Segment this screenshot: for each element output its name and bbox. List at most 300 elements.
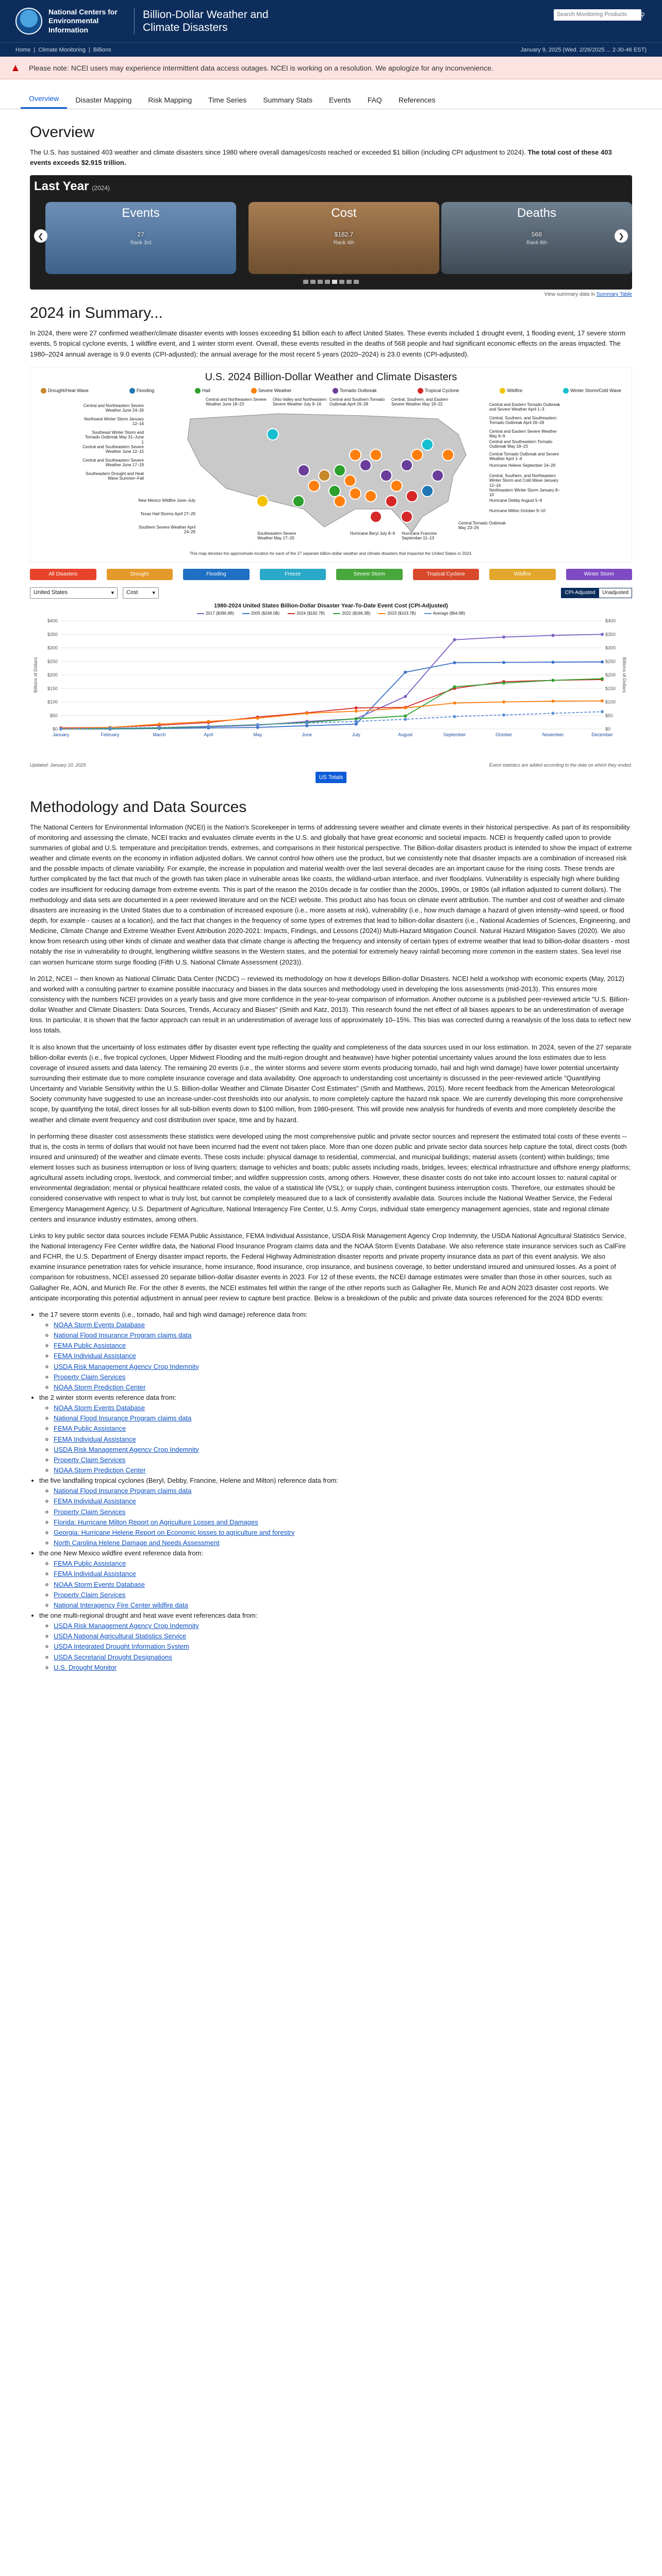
reference-group bbox=[39, 1548, 632, 1611]
page-date: January 9, 2025 (Wed. 2/26/2025 ... 2-30-46 EST) bbox=[520, 46, 647, 53]
reference-item bbox=[54, 1413, 632, 1423]
summary-link-text: View summary data in bbox=[544, 292, 595, 298]
data-point[interactable] bbox=[552, 711, 555, 715]
data-point[interactable] bbox=[552, 700, 555, 703]
events-label: Events bbox=[122, 206, 160, 221]
legend-series-2[interactable]: 2024 ($182.7B) bbox=[288, 611, 325, 616]
map-legend bbox=[41, 388, 621, 394]
tropical-cyclone-button[interactable]: Tropical Cyclone bbox=[413, 569, 479, 580]
tab-disaster-mapping[interactable]: Disaster Mapping bbox=[75, 95, 132, 104]
y-tick-label: $350 bbox=[605, 631, 616, 637]
methodology-section bbox=[30, 799, 632, 1673]
map-marker[interactable] bbox=[370, 449, 382, 461]
data-point[interactable] bbox=[59, 727, 62, 730]
callout-top-3: Central, Southern, and Eastern Severe Weather May 18–22 bbox=[391, 397, 449, 407]
chevron-down-icon: ▾ bbox=[152, 589, 155, 596]
data-point[interactable] bbox=[453, 715, 456, 718]
data-point[interactable] bbox=[404, 718, 407, 721]
legend-series-0[interactable]: 2017 ($396.9B) bbox=[197, 611, 234, 616]
data-point[interactable] bbox=[601, 660, 604, 664]
data-point[interactable] bbox=[453, 661, 456, 664]
map-marker[interactable] bbox=[360, 460, 371, 471]
reference-link[interactable]: FEMA Individual Assistance bbox=[54, 1435, 136, 1443]
all-disasters-button[interactable]: All Disasters bbox=[30, 569, 96, 580]
site-title[interactable]: Billion-Dollar Weather and Climate Disasters bbox=[143, 8, 269, 33]
chart-footer bbox=[30, 762, 632, 768]
reference-link[interactable]: USDA Risk Management Agency Crop Indemnity bbox=[54, 1622, 199, 1630]
reference-link[interactable]: Property Claim Services bbox=[54, 1372, 126, 1381]
data-point[interactable] bbox=[108, 726, 111, 730]
data-point[interactable] bbox=[256, 717, 259, 720]
reference-item bbox=[54, 1434, 632, 1445]
data-point[interactable] bbox=[355, 722, 358, 725]
map-marker[interactable] bbox=[442, 449, 454, 461]
reference-link[interactable]: FEMA Individual Assistance bbox=[54, 1352, 136, 1360]
callout-left-8: Southern Severe Weather April 24–29 bbox=[138, 524, 195, 535]
data-point[interactable] bbox=[453, 685, 456, 688]
reference-item bbox=[54, 1382, 632, 1393]
data-point[interactable] bbox=[305, 711, 308, 715]
us-map-graphic bbox=[170, 398, 489, 537]
callout-top-1: Ohio Valley and Northeastern Severe Weather July 9–16 bbox=[273, 397, 327, 407]
data-point[interactable] bbox=[502, 713, 505, 716]
region-select[interactable] bbox=[30, 587, 118, 599]
cost-rank: Rank 4th bbox=[333, 240, 355, 246]
data-point[interactable] bbox=[355, 706, 358, 709]
map-marker[interactable] bbox=[350, 488, 361, 499]
callout-right-7: Northeastern Winter Storm January 8–10 bbox=[489, 487, 560, 498]
reference-item bbox=[54, 1663, 632, 1673]
reference-item bbox=[54, 1372, 632, 1382]
map-marker[interactable] bbox=[422, 485, 433, 497]
reference-heading: the 2 winter storm events reference data from: bbox=[39, 1394, 176, 1402]
reference-link[interactable]: Property Claim Services bbox=[54, 1455, 126, 1464]
data-point[interactable] bbox=[256, 726, 259, 729]
data-point[interactable] bbox=[601, 633, 604, 636]
chart-updated: Updated: January 10, 2025 bbox=[30, 762, 86, 768]
summary-table-link[interactable]: Summary Table bbox=[596, 292, 632, 298]
overview-total: The total cost of these 403 events exceeds $2.915 trillion. bbox=[30, 148, 612, 167]
reference-item bbox=[54, 1517, 632, 1528]
x-tick-label: April bbox=[204, 732, 213, 737]
chart-note: Event statistics are added according to the date on which they ended. bbox=[489, 762, 632, 768]
callout-left-6: New Mexico Wildfire June–July bbox=[138, 498, 195, 503]
y-tick-label: $100 bbox=[47, 699, 58, 705]
reference-item bbox=[54, 1621, 632, 1631]
reference-item bbox=[54, 1351, 632, 1361]
reference-item bbox=[54, 1528, 632, 1538]
reference-heading: the 17 severe storm events (i.e., tornado, hail and high wind damage) reference data from: bbox=[39, 1310, 308, 1318]
metric-value: Cost bbox=[126, 589, 138, 596]
slide-dot[interactable] bbox=[325, 280, 330, 284]
x-tick-label: June bbox=[302, 732, 312, 737]
reference-item bbox=[54, 1631, 632, 1641]
callout-right-8: Hurricane Debby August 5–9 bbox=[489, 498, 542, 503]
reference-heading: the five landfalling tropical cyclones (Beryl, Debby, Francine, Helene and Milton) reference data from: bbox=[39, 1477, 338, 1485]
last-year-slideshow bbox=[30, 175, 632, 290]
y-tick-label: $50 bbox=[605, 713, 614, 718]
noaa-logo-icon[interactable] bbox=[15, 8, 42, 35]
overview-title: Overview bbox=[30, 124, 95, 141]
reference-link[interactable]: Property Claim Services bbox=[54, 1590, 126, 1599]
reference-link[interactable]: FEMA Public Assistance bbox=[54, 1342, 126, 1350]
breadcrumb-climate[interactable]: Climate Monitoring bbox=[38, 46, 86, 53]
map-marker[interactable] bbox=[370, 511, 382, 522]
map-marker[interactable] bbox=[432, 470, 443, 481]
data-point[interactable] bbox=[552, 634, 555, 637]
series-line[interactable] bbox=[61, 679, 602, 728]
methodology-p5: Links to key public sector data sources include FEMA Public Assistance, FEMA Individual Assistance, USDA Risk Management Agency Crop Indemnity, the USDA National Agricultural Statistics Service, the National Interagency Fire Center wildfire data, the National Flood Insurance Program claims data and the NOAA Storm Events Database. We also reference state insurance services such as CalFire and FCHR, the U.S. Department of Energy disaster impact reports, the Federal Highway Administration disaster reports and private property insurance data as part of this event analysis. We also examine insurance penetration rates for vehicle insurance, home insurance, flood insurance, crop insurance, and business coverage, to better understand insured and uninsured losses. As a point of comparison for robustness, NCEI assessed 20 separate billion-dollar disaster events in 2023. For 12 of these events, the NCEI damage estimates were smaller than those in other sources, such as Gallagher Re, AON, and Munich Re. For the other 8 events, the NCEI estimates fell within the range of the other reports such as Gallagher Re, Munich Re and AON 2023 disaster cost reports. We anticipate incorporating this potential adjustment in annual peer review to capture best practice. Below is a breakdown of the public and private data sources referenced for the 2024 BDD events: bbox=[30, 1231, 626, 1302]
tab-summary-stats[interactable]: Summary Stats bbox=[263, 95, 312, 104]
reference-item bbox=[54, 1580, 632, 1590]
cost-label: Cost bbox=[331, 206, 357, 221]
map-marker[interactable] bbox=[298, 465, 309, 476]
data-point[interactable] bbox=[552, 679, 555, 682]
callout-right-12: Central Tornado Outbreak May 23–26 bbox=[458, 520, 506, 531]
chart-legend bbox=[30, 611, 632, 616]
reference-item bbox=[54, 1538, 632, 1548]
site-header bbox=[0, 0, 662, 42]
x-tick-label: July bbox=[352, 732, 360, 737]
main-content bbox=[0, 124, 662, 1673]
map-marker[interactable] bbox=[293, 496, 304, 507]
callout-right-5: Hurricane Helene September 24–29 bbox=[489, 463, 556, 468]
callout-right-10: Hurricane Beryl July 8–9 bbox=[350, 531, 395, 536]
reference-link[interactable]: Property Claim Services bbox=[54, 1507, 126, 1516]
reference-item bbox=[54, 1330, 632, 1341]
reference-link[interactable]: NOAA Storm Events Database bbox=[54, 1580, 145, 1588]
callout-top-0: Central and Northeastern Severe Weather June 18–23 bbox=[206, 397, 267, 407]
callout-left-9: Southeastern Severe Weather May 17–20 bbox=[257, 531, 296, 541]
callout-right-6: Central, Southern, and Northeastern Winter Storm and Cold Wave January 12–16 bbox=[489, 473, 558, 488]
slide-dot[interactable] bbox=[303, 280, 308, 284]
search-input[interactable]: Search Monitoring Products bbox=[554, 9, 641, 21]
x-tick-label: September bbox=[443, 732, 466, 737]
x-tick-label: December bbox=[591, 732, 613, 737]
reference-link[interactable]: National Flood Insurance Program claims data bbox=[54, 1487, 192, 1495]
y-axis-label: Billions of Dollars bbox=[622, 657, 627, 693]
y-tick-label: $150 bbox=[47, 685, 58, 691]
reference-link[interactable]: Georgia: Hurricane Helene Report on Economic losses to agriculture and forestry bbox=[54, 1528, 295, 1536]
breadcrumb-billions[interactable]: Billions bbox=[93, 46, 111, 53]
map-marker[interactable] bbox=[267, 429, 278, 440]
summary-title: 2024 in Summary... bbox=[30, 304, 163, 322]
data-point[interactable] bbox=[404, 695, 407, 698]
reference-item bbox=[54, 1465, 632, 1476]
data-point[interactable] bbox=[207, 720, 210, 723]
slide-dot[interactable] bbox=[310, 280, 316, 284]
methodology-p1: The National Centers for Environmental Information (NCEI) is the Nation's Scorekeeper in terms of addressing severe weather and climate events in their historical perspective. As part of its responsibility of monitoring and assessing the climate, NCEI tracks and evaluates climate events in the U.S. and globally that have great economic and societal impacts. NCEI is frequently called upon to provide summaries of global and U.S. temperature and precipitation trends, extremes, and comparisons in their historical perspective. The Billion-dollar disasters product is intended to show the impact of extreme weather and climate events on the economy in inflation adjusted dollars. We cannot control how others use the product, but we consistently note that disaster impacts are a combination of increased risk and the possible impacts of climate variability. For example, the increase in population and material wealth over the last several decades are an important cause for the rising costs. These trends are further complicated by the fact that much of the growth has taken place in vulnerable areas like coasts, the wildland-urban interface, and river floodplains. Vulnerability is especially high where building codes are insufficient for reducing damage from extreme events. This is part of the reason the 2010s decade is far costlier than the 2000s, 1990s, or 1980s (all inflation adjusted to current dollars). The methodology and data sets are documented in a peer reviewed literature and on the NCEI website. This product also has focus on climate event attribution. The number and cost of weather and climate disasters are increasing in the United States due to a combination of increased exposure (i.e., more assets at risk), vulnerability (i.e., how much damage a hazard of given intensity–wind speed, or flood depth, for example - causes at a location), and the fact that changes in the frequency of some types of extremes that lead to billion-dollar disasters (i.e., National Academies of Sciences, Engineering, and Medicine, Climate Change and Extreme Weather Event Attribution 2020-2021: Impacts, Findings, and Lessons (2024)) Multi-Hazard Mitigation Council. Natural Hazard Mitigation Saves (2020). We also know from research using other kinds of climate and weather data that climate change is affecting the frequency and intensity of certain types of extreme weather that lead to billion-dollar disasters - most notably the rise in vulnerability to drought, lengthening wildfire seasons in the Western states, and the potential for extremely heavy rainfall becoming more common in the eastern states. Sea level rise can worsen hurricane storm surge flooding (Fifth U.S. National Climate Assessment (2023)). bbox=[30, 823, 632, 966]
slide-dot[interactable] bbox=[339, 280, 344, 284]
reference-link[interactable]: FEMA Public Assistance bbox=[54, 1425, 126, 1433]
event-type-buttons bbox=[30, 569, 632, 580]
reference-item bbox=[54, 1507, 632, 1517]
reference-link[interactable]: NOAA Storm Prediction Center bbox=[54, 1383, 146, 1391]
slide-dots bbox=[30, 278, 632, 285]
alert-text: Please note: NCEI users may experience intermittent data access outages. NCEI is working on a resolution. We apologize for any inconvenience. bbox=[29, 63, 493, 72]
map-marker[interactable] bbox=[422, 439, 433, 450]
reference-item bbox=[54, 1362, 632, 1372]
reference-link[interactable]: NOAA Storm Events Database bbox=[54, 1321, 145, 1329]
map-marker[interactable] bbox=[350, 449, 361, 461]
reference-link[interactable]: USDA Risk Management Agency Crop Indemnity bbox=[54, 1362, 199, 1370]
winter-storm-button[interactable]: Winter Storm bbox=[566, 569, 633, 580]
reference-link[interactable]: USDA Integrated Drought Information System bbox=[54, 1642, 190, 1651]
callout-right-0: Central and Eastern Tornado Outbreak and Severe Weather April 1–3 bbox=[489, 402, 560, 412]
y-tick-label: $0 bbox=[605, 726, 611, 732]
map-marker[interactable] bbox=[308, 480, 320, 492]
breadcrumb bbox=[0, 42, 662, 57]
reference-item bbox=[54, 1496, 632, 1506]
map-marker[interactable] bbox=[411, 449, 423, 461]
y-axis-label: Billions of Dollars bbox=[33, 657, 38, 693]
data-point[interactable] bbox=[601, 710, 604, 713]
slide-dot[interactable] bbox=[318, 280, 323, 284]
data-point[interactable] bbox=[355, 720, 358, 723]
methodology-p3: It is also known that the uncertainty of loss estimates differ by disaster event type reflecting the quality and completeness of the data sources used in our loss estimation. In 2024, seven of the 27 separate billion-dollar events (i.e., five tropical cyclones, Upper Midwest Flooding and the multi-region drought and heatwave) have higher potential uncertainty values around the loss estimates due to less coverage of insured assets and data latency. The remaining 20 events (i.e., the winter storms and severe storm events producing tornado, hail and high wind damage) have lower potential uncertainty surrounding their estimate due to more complete insurance coverage and data availability. One approach to understanding cost uncertainty is discussed in the peer-reviewed article "Quantifying Uncertainty and Variable Sensitivity within the U.S. Billion-dollar Weather and Climate Disaster Cost Estimates" (Smith and Matthews, 2015). More recent feedback from the American Meteorological Society community have suggested to use an increase-under-cost thresholds into our analysis, to more completely capture the hazard risk space. We are currently developing this more comprehensive scope, by quantifying the total, direct losses for all sub-billion events down to $100 million, from 1980-present. This will provide new analysis for hundreds of events and more completely describe the weather and climate event frequency and cost distribution over space, time and by hazard. bbox=[30, 1043, 632, 1124]
data-point[interactable] bbox=[207, 724, 210, 727]
data-point[interactable] bbox=[305, 724, 308, 727]
warning-icon: ▲ bbox=[10, 62, 21, 74]
data-point[interactable] bbox=[404, 715, 407, 718]
data-point[interactable] bbox=[453, 701, 456, 704]
data-point[interactable] bbox=[601, 677, 604, 680]
map-marker[interactable] bbox=[334, 496, 345, 507]
methodology-p2: In 2012, NCEI -- then known as National Climatic Data Center (NCDC) -- reviewed its methodology on how it develops Billion-dollar Disasters. NCEI held a workshop with economic experts (May, 2012) and worked with a consulting partner to examine possible inaccuracy and biases in the data sources and methodology used in developing the loss assessments (mid-2013). This ensures more consistency with the numbers NCEI provides on a yearly basis and give more confidence in the year-to-year comparison of information. Another outcome is a published peer-reviewed article "U.S. Billion-dollar Weather and Climate Disasters: Data Sources, Trends, Accuracy and Biases" (Smith and Katz, 2013). This research found the net effect of all biases appears to be an underestimation of average loss. In particular, it is shown that the factor approach can result in an underestimation of average loss of approximately 10–15%. This bias was corrected during a reanalysis of the loss data to reflect new loss totals. bbox=[30, 974, 631, 1035]
legend-severe: Severe Weather bbox=[251, 388, 292, 394]
map-marker[interactable] bbox=[401, 460, 412, 471]
freeze-button[interactable]: Freeze bbox=[260, 569, 326, 580]
cpi-adjusted-button[interactable]: CPI-Adjusted bbox=[561, 588, 599, 598]
legend-wildfire: Wildfire bbox=[500, 388, 522, 394]
y-tick-label: $200 bbox=[605, 672, 616, 677]
slideshow-title-text: Last Year bbox=[34, 179, 89, 194]
y-tick-label: $350 bbox=[47, 631, 58, 637]
reference-group bbox=[39, 1310, 632, 1393]
ytd-cost-chart bbox=[30, 603, 632, 762]
data-point[interactable] bbox=[601, 699, 604, 702]
data-point[interactable] bbox=[502, 661, 505, 664]
callout-right-1: Central, Southern, and Southeastern Tornado Outbreak April 26–28 bbox=[489, 415, 557, 426]
reference-item bbox=[54, 1569, 632, 1579]
series-line[interactable] bbox=[61, 662, 602, 729]
y-tick-label: $400 bbox=[605, 618, 616, 623]
data-point[interactable] bbox=[502, 681, 505, 684]
reference-item bbox=[54, 1320, 632, 1330]
data-point[interactable] bbox=[502, 635, 505, 638]
reference-link[interactable]: USDA Risk Management Agency Crop Indemnity bbox=[54, 1445, 199, 1453]
reference-group bbox=[39, 1393, 632, 1476]
map-marker[interactable] bbox=[380, 470, 392, 481]
callout-right-3: Central and Southeastern Tornado Outbreak May 18–23 bbox=[489, 439, 553, 449]
slideshow-title bbox=[34, 179, 110, 194]
disaster-map bbox=[30, 367, 632, 563]
reference-group bbox=[39, 1611, 632, 1673]
reference-item bbox=[54, 1641, 632, 1652]
x-tick-label: March bbox=[153, 732, 166, 737]
reference-link[interactable]: NOAA Storm Events Database bbox=[54, 1404, 145, 1412]
summary-text: In 2024, there were 27 confirmed weather/climate disaster events with losses exceeding $1 billion each to affect United States. These events included 1 drought event, 1 flooding event, 17 severe storm events, 5 tropical cyclone events, 1 wildfire event, and 1 winter storm event. Overall, these events resulted in the deaths of 568 people and had significant economic effects on the areas impacted. The 1980–2024 annual average is 9.0 events (CPI-adjusted); the annual average for the most recent 5 years (2020–2024) is 23.0 events (CPI-adjusted). bbox=[30, 329, 626, 358]
legend-series-4[interactable]: 2023 ($103.7B) bbox=[378, 611, 416, 616]
overview-body: The U.S. has sustained 403 weather and climate disasters since 1980 where overall damages/costs reached or exceeded $1 billion (including CPI adjustment to 2024). bbox=[30, 148, 526, 156]
reference-item bbox=[54, 1600, 632, 1611]
reference-link[interactable]: NOAA Storm Prediction Center bbox=[54, 1466, 146, 1474]
tab-faq[interactable]: FAQ bbox=[367, 95, 382, 104]
prev-arrow-icon[interactable]: ❮ bbox=[34, 229, 47, 243]
reference-link[interactable]: Florida: Hurricane Milton Report on Agriculture Losses and Damages bbox=[54, 1518, 258, 1526]
cost-panel bbox=[249, 202, 439, 274]
tab-events[interactable]: Events bbox=[329, 95, 351, 104]
reference-list bbox=[39, 1310, 632, 1673]
callout-left-1: Northwest Winter Storm January 12–14 bbox=[84, 416, 144, 427]
callout-left-4: Central and Southeastern Severe Weather June 17–19 bbox=[82, 457, 144, 468]
breadcrumb-sep: | bbox=[34, 46, 36, 53]
map-marker[interactable] bbox=[391, 480, 402, 492]
data-point[interactable] bbox=[552, 660, 555, 664]
map-marker[interactable] bbox=[257, 496, 268, 507]
data-point[interactable] bbox=[305, 721, 308, 724]
data-point[interactable] bbox=[158, 722, 161, 725]
map-marker[interactable] bbox=[344, 475, 356, 486]
legend-winter: Winter Storm/Cold Wave bbox=[563, 388, 621, 394]
x-tick-label: January bbox=[52, 732, 70, 737]
wildfire-button[interactable]: Wildfire bbox=[489, 569, 556, 580]
slide-dot[interactable] bbox=[332, 280, 337, 284]
callout-left-0: Central and Northeastern Severe Weather June 24–26 bbox=[83, 403, 144, 413]
region-value: United States bbox=[34, 589, 68, 596]
severe-storm-button[interactable]: Severe Storm bbox=[336, 569, 403, 580]
callout-left-2: Southeast Winter Storm and Tornado Outbreak May 31–June 1 bbox=[85, 430, 144, 445]
x-tick-label: February bbox=[101, 732, 120, 737]
y-tick-label: $200 bbox=[47, 672, 58, 677]
events-panel bbox=[45, 202, 236, 274]
y-tick-label: $150 bbox=[605, 685, 616, 691]
map-marker[interactable] bbox=[365, 490, 376, 502]
reference-link[interactable]: National Flood Insurance Program claims data bbox=[54, 1331, 192, 1340]
data-point[interactable] bbox=[355, 717, 358, 720]
legend-hail: Hail bbox=[195, 388, 210, 394]
callout-left-7: Texas Hail Storms April 27–29 bbox=[140, 511, 195, 516]
reference-item bbox=[54, 1652, 632, 1663]
map-title: U.S. 2024 Billion-Dollar Weather and Climate Disasters bbox=[205, 371, 457, 383]
y-tick-label: $250 bbox=[47, 658, 58, 664]
us-totals-button[interactable]: US Totals bbox=[316, 772, 346, 783]
breadcrumb-home[interactable]: Home bbox=[15, 46, 31, 53]
data-point[interactable] bbox=[256, 723, 259, 726]
map-note: This map denotes the approximate location for each of the 27 separate billion-dollar weather and climate disasters that impacted the United States in 2024. bbox=[189, 551, 473, 556]
breadcrumb-sep: | bbox=[88, 46, 90, 53]
reference-item bbox=[54, 1341, 632, 1351]
map-marker[interactable] bbox=[386, 496, 397, 507]
flooding-button[interactable]: Flooding bbox=[183, 569, 250, 580]
metric-select[interactable] bbox=[123, 587, 159, 599]
ncei-name[interactable]: National Centers for Environmental Information bbox=[48, 7, 118, 34]
x-tick-label: November bbox=[542, 732, 564, 737]
callout-top-2: Central and Southern Tornado Outbreak April 26–28 bbox=[329, 397, 385, 407]
reference-item bbox=[54, 1486, 632, 1496]
unadjusted-button[interactable]: Unadjusted bbox=[599, 588, 632, 598]
reference-heading: the one New Mexico wildfire event reference data from: bbox=[39, 1549, 203, 1557]
main-nav bbox=[0, 79, 662, 109]
reference-link[interactable]: USDA National Agricultural Statistics Service bbox=[54, 1632, 187, 1640]
divider bbox=[134, 8, 135, 34]
alert-banner bbox=[0, 57, 662, 79]
deaths-panel bbox=[441, 202, 632, 274]
data-point[interactable] bbox=[158, 726, 161, 729]
map-marker[interactable] bbox=[406, 490, 418, 502]
cpi-toggle bbox=[561, 588, 632, 598]
drought-button[interactable]: Drought bbox=[107, 569, 173, 580]
map-marker[interactable] bbox=[319, 470, 330, 481]
slide-dot[interactable] bbox=[354, 280, 359, 284]
map-marker[interactable] bbox=[329, 485, 340, 497]
reference-link[interactable]: USDA Secretarial Drought Designations bbox=[54, 1653, 172, 1661]
map-marker[interactable] bbox=[401, 511, 412, 522]
data-point[interactable] bbox=[404, 706, 407, 709]
slide-dot[interactable] bbox=[346, 280, 352, 284]
data-point[interactable] bbox=[453, 638, 456, 641]
callout-right-4: Central Tornado Outbreak and Severe Weather April 1–4 bbox=[489, 451, 559, 462]
callout-right-9: Hurricane Milton October 9–10 bbox=[489, 508, 545, 513]
reference-link[interactable]: FEMA Individual Assistance bbox=[54, 1570, 136, 1578]
legend-drought: Drought/Heat Wave bbox=[41, 388, 89, 394]
data-point[interactable] bbox=[404, 670, 407, 673]
map-marker[interactable] bbox=[334, 465, 345, 476]
reference-link[interactable]: FEMA Individual Assistance bbox=[54, 1497, 136, 1505]
callout-left-5: Southeastern Drought and Heat Wave Summer–Fall bbox=[86, 471, 144, 481]
data-point[interactable] bbox=[502, 700, 505, 703]
reference-link[interactable]: North Carolina Helene Damage and Needs Assessment bbox=[54, 1538, 220, 1547]
cost-value: $182.7 bbox=[334, 231, 354, 239]
reference-item bbox=[54, 1403, 632, 1413]
tab-time-series[interactable]: Time Series bbox=[208, 95, 247, 104]
y-tick-label: $250 bbox=[605, 658, 616, 664]
reference-link[interactable]: National Interagency Fire Center wildfire data bbox=[54, 1601, 188, 1609]
search-icon[interactable]: ⚲ bbox=[640, 11, 645, 19]
y-tick-label: $100 bbox=[605, 699, 616, 705]
reference-item bbox=[54, 1423, 632, 1434]
legend-series-5[interactable]: Average ($64.6B) bbox=[424, 611, 466, 616]
events-rank: Rank 3rd bbox=[130, 240, 152, 246]
chevron-down-icon: ▾ bbox=[111, 589, 114, 596]
reference-item bbox=[54, 1590, 632, 1600]
next-arrow-icon[interactable]: ❯ bbox=[615, 229, 628, 243]
deaths-rank: Rank 8th bbox=[526, 240, 548, 246]
chart-controls bbox=[30, 587, 632, 599]
tab-risk-mapping[interactable]: Risk Mapping bbox=[148, 95, 192, 104]
reference-link[interactable]: National Flood Insurance Program claims data bbox=[54, 1414, 192, 1422]
reference-item bbox=[54, 1558, 632, 1569]
reference-item bbox=[54, 1455, 632, 1465]
tab-references[interactable]: References bbox=[398, 95, 436, 104]
legend-tropical: Tropical Cyclone bbox=[418, 388, 459, 394]
x-tick-label: October bbox=[495, 732, 512, 737]
tab-overview[interactable]: Overview bbox=[21, 94, 67, 109]
callout-right-11: Hurricane Francine September 11–13 bbox=[402, 531, 437, 541]
methodology-p4: In performing these disaster cost assessments these statistics were developed using the most comprehensive public and private sector sources and represent the estimated total costs of these events -- that is, the costs in terms of dollars that would not have been incurred had the event not taken place. More than one dozen public and private sector data sources help capture the total, direct costs (both insured and uninsured) of the weather and climate events. These costs include: physical damage to residential, commercial, and municipal buildings; material assets (content) within buildings; time element losses such as business interruption or loss of living quarters; damage to vehicles and boats; public assets including roads, bridges, levees; electrical infrastructure and offshore energy platforms; agricultural assets including crops, livestock, and commercial timber; and wildfire suppression costs, among others. However, these disaster costs do not take into account losses to: natural capital or environmental degradation; mental or physical healthcare related costs, the value of a statistical life (VSL); or supply chain, contingent business interruption costs. Therefore, our estimates should be considered conservative with respect to what is truly lost, but cannot be completely measured due to a lack of consistently available data. Sources include the National Weather Service, the Federal Emergency Management Agency, U.S. Department of Agriculture, National Interagency Fire Center, U.S. Army Corps, individual state emergency management agencies, state and regional climate centers and insurance industry estimates, among others. bbox=[30, 1132, 631, 1223]
legend-series-3[interactable]: 2022 ($186.3B) bbox=[333, 611, 370, 616]
slideshow-year: (2024) bbox=[92, 184, 110, 192]
deaths-value: 568 bbox=[531, 231, 542, 239]
callout-left-3: Central and Southeastern Severe Weather June 12–15 bbox=[82, 444, 144, 454]
summary-link-row bbox=[30, 292, 632, 297]
reference-item bbox=[54, 1445, 632, 1455]
data-point[interactable] bbox=[355, 709, 358, 713]
reference-link[interactable]: U.S. Drought Monitor bbox=[54, 1663, 117, 1671]
reference-link[interactable]: FEMA Public Assistance bbox=[54, 1560, 126, 1568]
callout-right-2: Central and Eastern Severe Weather May 6–9 bbox=[489, 429, 557, 439]
legend-series-1[interactable]: 2005 ($248.0B) bbox=[242, 611, 279, 616]
